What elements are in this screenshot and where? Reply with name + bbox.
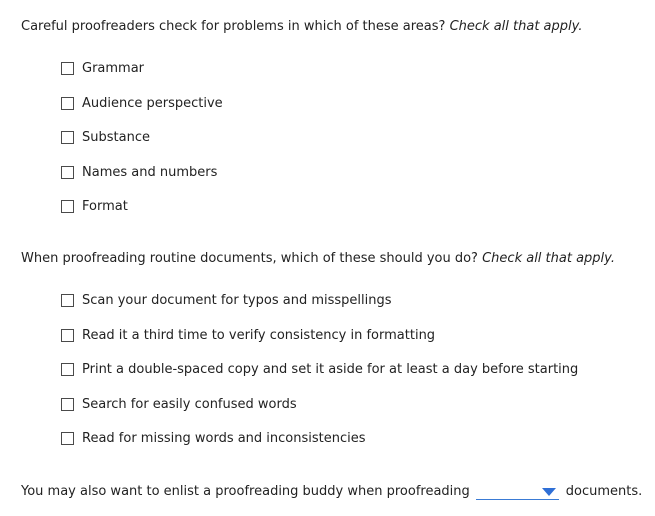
checkbox-confused-words[interactable] bbox=[61, 398, 74, 411]
checkbox-scan-typos[interactable] bbox=[61, 294, 74, 307]
question-3-fill-in bbox=[21, 484, 642, 500]
option-label[interactable]: Read it a third time to verify consistency in formatting bbox=[82, 327, 436, 343]
document-type-dropdown[interactable] bbox=[476, 484, 559, 500]
option-print-double-spaced[interactable] bbox=[61, 362, 578, 397]
checkbox-print-double-spaced[interactable] bbox=[61, 363, 74, 376]
checkbox-substance[interactable] bbox=[61, 131, 74, 144]
option-label[interactable]: Grammar bbox=[82, 61, 145, 76]
option-format[interactable] bbox=[61, 199, 223, 234]
checkbox-missing-words[interactable] bbox=[61, 432, 74, 445]
option-label[interactable]: Read for missing words and inconsistencies bbox=[82, 431, 366, 446]
option-substance[interactable] bbox=[61, 130, 223, 165]
question-2-text: When proofreading routine documents, which of these should you do? bbox=[21, 251, 478, 266]
question-2-prompt bbox=[21, 251, 615, 266]
checkbox-grammar[interactable] bbox=[61, 62, 74, 75]
option-label[interactable]: Names and numbers bbox=[82, 164, 218, 180]
option-scan-typos[interactable] bbox=[61, 293, 578, 328]
option-names-and-numbers[interactable] bbox=[61, 165, 223, 200]
option-label[interactable]: Print a double-spaced copy and set it aside for at least a day before starting bbox=[82, 362, 579, 377]
checkbox-read-third-time[interactable] bbox=[61, 329, 74, 342]
question-3-text-before: You may also want to enlist a proofreading buddy when proofreading bbox=[21, 484, 470, 499]
option-confused-words[interactable] bbox=[61, 397, 578, 432]
caret-down-icon[interactable] bbox=[542, 488, 556, 496]
question-3-text-after: documents. bbox=[565, 484, 643, 499]
option-label[interactable]: Format bbox=[82, 199, 128, 214]
question-1-prompt bbox=[21, 19, 582, 34]
option-missing-words[interactable] bbox=[61, 431, 578, 466]
question-1-instruction: Check all that apply. bbox=[449, 19, 583, 34]
option-read-third-time[interactable] bbox=[61, 328, 578, 363]
option-grammar[interactable] bbox=[61, 61, 223, 96]
checkbox-names-and-numbers[interactable] bbox=[61, 166, 74, 179]
checkbox-format[interactable] bbox=[61, 200, 74, 213]
question-2-instruction: Check all that apply. bbox=[482, 251, 615, 266]
checkbox-audience-perspective[interactable] bbox=[61, 97, 74, 110]
question-1-options bbox=[61, 61, 223, 234]
question-1-text: Careful proofreaders check for problems in which of these areas? bbox=[21, 19, 446, 34]
option-label[interactable]: Search for easily confused words bbox=[82, 396, 297, 412]
option-audience-perspective[interactable] bbox=[61, 96, 223, 131]
option-label[interactable]: Scan your document for typos and misspellings bbox=[82, 293, 392, 308]
option-label[interactable]: Substance bbox=[82, 130, 150, 145]
question-2-options bbox=[61, 293, 578, 466]
option-label[interactable]: Audience perspective bbox=[82, 95, 223, 111]
